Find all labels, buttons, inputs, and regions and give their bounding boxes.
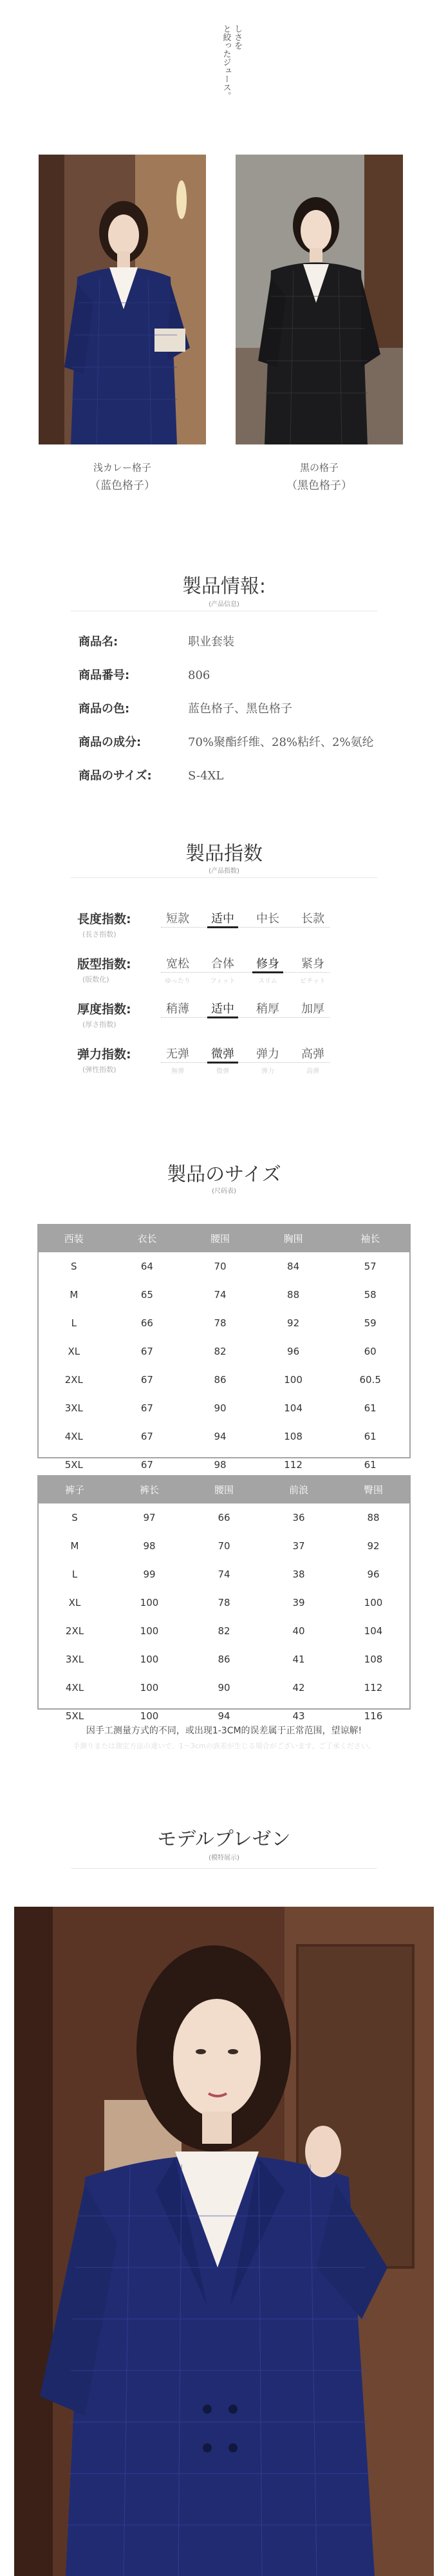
table-cell: S [71, 1512, 78, 1523]
caption-navy-suit [39, 459, 206, 495]
table-header-cell: 衣长 [111, 1224, 184, 1252]
table-header-cell: 西装 [37, 1224, 111, 1252]
info-value: 806 [188, 669, 210, 682]
table-cell: 61 [364, 1402, 377, 1414]
table-cell: 84 [287, 1261, 300, 1272]
info-value: 职业套装 [188, 635, 234, 649]
photo-navy-suit [39, 155, 206, 444]
info-key: 商品の成分: [79, 736, 142, 749]
hero-vertical-text [220, 24, 243, 121]
table-cell: 97 [143, 1512, 156, 1523]
table-header-row [37, 1224, 411, 1252]
table-cell: 100 [140, 1597, 159, 1608]
table-cell: L [71, 1569, 78, 1580]
table-cell: 39 [292, 1597, 305, 1608]
index-selected-marker [252, 971, 283, 973]
table-header-cell: 胸围 [257, 1224, 330, 1252]
table-cell: 82 [214, 1346, 227, 1357]
info-subtitle: (产品信息) [209, 601, 239, 608]
index-subtitle: (产品指数) [209, 868, 239, 875]
hero-vertical-line-1: しさを [232, 24, 243, 50]
size-note-jp: 手測りまたは測定方法の違いで、1～3cmの誤差が生じる場合がございます、ご了承ください。 [73, 1742, 375, 1750]
index-option: 弹力 [256, 1047, 279, 1061]
info-row-number [79, 666, 387, 683]
index-option: 短款 [166, 912, 189, 926]
table-cell: 67 [140, 1374, 153, 1386]
photo-black-suit [236, 155, 403, 444]
index-option: 无弹 [166, 1047, 189, 1061]
table-cell: 74 [214, 1289, 227, 1301]
table-cell: 104 [364, 1625, 383, 1637]
table-cell: XL [68, 1597, 81, 1608]
table-cell: 38 [292, 1569, 305, 1580]
table-cell: 43 [292, 1710, 305, 1722]
info-key: 商品の色: [79, 702, 130, 716]
table-cell: 90 [214, 1402, 227, 1414]
table-cell: 4XL [64, 1431, 83, 1442]
table-header-cell: 腰围 [183, 1224, 257, 1252]
index-row-sublabel: (厚さ指数) [82, 1020, 117, 1029]
caption-black-cn: （黑色格子） [286, 479, 352, 492]
table-cell: 2XL [65, 1625, 84, 1637]
table-cell: 112 [284, 1459, 303, 1471]
table-row [37, 1532, 411, 1560]
table-row [37, 1560, 411, 1589]
jacket-size-table [37, 1224, 411, 1479]
table-cell: 67 [140, 1346, 153, 1357]
index-scale-line [161, 972, 330, 973]
table-cell: L [71, 1317, 77, 1329]
index-option: 修身 [256, 957, 279, 971]
table-cell: 100 [140, 1625, 159, 1637]
table-row [37, 1394, 411, 1422]
index-option-sub: ビチット [300, 978, 326, 985]
table-cell: 5XL [64, 1459, 83, 1471]
info-value: 70%聚酯纤维、28%粘纤、2%氨纶 [188, 736, 374, 749]
table-cell: 70 [214, 1261, 227, 1272]
table-header-row [37, 1475, 411, 1503]
table-cell: 66 [218, 1512, 230, 1523]
table-cell: 61 [364, 1459, 377, 1471]
table-cell: 78 [214, 1317, 227, 1329]
table-cell: M [70, 1540, 79, 1552]
table-cell: 61 [364, 1431, 377, 1442]
table-row [37, 1589, 411, 1617]
info-row-color [79, 700, 387, 716]
table-cell: 67 [140, 1459, 153, 1471]
table-cell: 78 [218, 1597, 230, 1608]
table-row [37, 1252, 411, 1281]
pants-size-table [37, 1475, 411, 1730]
index-option-sub: フィット [210, 978, 236, 985]
size-note: 因手工测量方式的不同，或出现1-3CM的误差属于正常范围，望谅解! [86, 1726, 362, 1736]
index-selected-marker [207, 1062, 238, 1064]
table-cell: 5XL [65, 1710, 84, 1722]
table-cell: 108 [364, 1654, 383, 1665]
table-cell: 99 [143, 1569, 156, 1580]
index-option: 合体 [211, 957, 234, 971]
caption-navy-jp: 浅カレー格子 [93, 462, 151, 473]
table-row [37, 1422, 411, 1451]
table-cell: 65 [140, 1289, 153, 1301]
table-cell: 94 [218, 1710, 230, 1722]
table-header-cell: 裤子 [37, 1475, 112, 1503]
model-title: モデルプレゼン [157, 1828, 291, 1851]
table-cell: 112 [364, 1682, 383, 1693]
table-cell: 2XL [64, 1374, 83, 1386]
index-selected-marker [207, 1016, 238, 1018]
table-cell: 40 [292, 1625, 305, 1637]
index-option-sub: 弾力 [261, 1068, 274, 1075]
table-row [37, 1617, 411, 1645]
table-cell: 4XL [65, 1682, 84, 1693]
table-cell: 74 [218, 1569, 230, 1580]
table-cell: 100 [284, 1374, 303, 1386]
index-option: 紧身 [301, 957, 324, 971]
table-cell: 36 [292, 1512, 305, 1523]
table-cell: 96 [367, 1569, 380, 1580]
info-key: 商品名: [79, 635, 118, 649]
index-scale-line [161, 1062, 330, 1063]
info-value: 蓝色格子、黑色格子 [188, 702, 292, 716]
index-option: 稍薄 [166, 1002, 189, 1016]
table-cell: S [71, 1261, 77, 1272]
table-cell: 116 [364, 1710, 383, 1722]
table-cell: 104 [284, 1402, 303, 1414]
table-header-cell: 袖长 [330, 1224, 411, 1252]
table-cell: 41 [292, 1654, 305, 1665]
table-header-cell: 前浪 [261, 1475, 336, 1503]
table-cell: 37 [292, 1540, 305, 1552]
table-cell: 86 [214, 1374, 227, 1386]
table-cell: 59 [364, 1317, 377, 1329]
index-row-sublabel: (弹性指数) [82, 1065, 117, 1074]
index-option: 稍厚 [256, 1002, 279, 1016]
caption-black-jp: 黒の格子 [299, 462, 339, 473]
index-scale-line [161, 927, 330, 928]
index-row-label: 弹力指数: [77, 1047, 131, 1062]
table-cell: M [70, 1289, 79, 1301]
table-cell: 100 [364, 1597, 383, 1608]
caption-navy-cn: （蓝色格子） [89, 479, 155, 492]
photo-model-large [14, 1907, 434, 2576]
index-option: 加厚 [301, 1002, 324, 1016]
table-cell: 60.5 [359, 1374, 381, 1386]
info-title: 製品情報: [182, 575, 266, 598]
index-row-label: 厚度指数: [77, 1002, 131, 1016]
table-cell: 67 [140, 1431, 153, 1442]
table-cell: 98 [143, 1540, 156, 1552]
table-cell: 60 [364, 1346, 377, 1357]
table-cell: 98 [214, 1459, 227, 1471]
index-row-sublabel: (版数化) [82, 975, 109, 984]
table-cell: 58 [364, 1289, 377, 1301]
table-cell: 100 [140, 1682, 159, 1693]
table-cell: 100 [140, 1710, 159, 1722]
info-row-size [79, 767, 387, 783]
index-option-sub: ゆったり [165, 978, 191, 985]
index-option-sub: 無弾 [171, 1068, 184, 1075]
index-selected-marker [207, 926, 238, 928]
index-option: 适中 [211, 912, 234, 926]
table-cell: 66 [140, 1317, 153, 1329]
info-row-material [79, 733, 387, 750]
hero-vertical-line-2: と絞ったジュース。 [221, 24, 231, 100]
index-divider [71, 877, 377, 878]
table-cell: 57 [364, 1261, 377, 1272]
table-cell: 82 [218, 1625, 230, 1637]
index-option: 微弹 [211, 1047, 234, 1061]
index-option: 中长 [256, 912, 279, 926]
table-row [37, 1645, 411, 1674]
table-cell: 92 [287, 1317, 300, 1329]
table-row [37, 1281, 411, 1309]
index-option: 宽松 [166, 957, 189, 971]
table-cell: 92 [367, 1540, 380, 1552]
table-row [37, 1309, 411, 1337]
info-key: 商品番号: [79, 669, 130, 682]
table-cell: 100 [140, 1654, 159, 1665]
table-cell: 64 [140, 1261, 153, 1272]
index-option-sub: 高弾 [306, 1068, 319, 1075]
size-subtitle: (尺码表) [212, 1188, 236, 1195]
table-header-cell: 裤长 [112, 1475, 187, 1503]
table-cell: 96 [287, 1346, 300, 1357]
table-row [37, 1366, 411, 1394]
model-subtitle: (模特展示) [209, 1855, 239, 1862]
index-row-label: 版型指数: [77, 957, 131, 971]
index-option-sub: 微弾 [216, 1068, 229, 1075]
table-header-cell: 臀围 [336, 1475, 411, 1503]
table-cell: 90 [218, 1682, 230, 1693]
table-cell: 67 [140, 1402, 153, 1414]
index-scale-line [161, 1017, 330, 1018]
table-cell: 108 [284, 1431, 303, 1442]
table-cell: 3XL [64, 1402, 83, 1414]
table-cell: 70 [218, 1540, 230, 1552]
table-cell: 86 [218, 1654, 230, 1665]
info-key: 商品のサイズ: [79, 769, 152, 783]
index-row-label: 長度指数: [77, 912, 131, 926]
info-row-name [79, 633, 387, 649]
table-row [37, 1674, 411, 1702]
model-divider [71, 1868, 377, 1869]
table-row [37, 1337, 411, 1366]
table-cell: 94 [214, 1431, 227, 1442]
table-header-cell: 腰围 [187, 1475, 261, 1503]
table-cell: 88 [287, 1289, 300, 1301]
table-cell: 3XL [65, 1654, 84, 1665]
index-option: 高弹 [301, 1047, 324, 1061]
index-option: 长款 [301, 912, 324, 926]
table-cell: XL [68, 1346, 80, 1357]
table-cell: 88 [367, 1512, 380, 1523]
info-value: S-4XL [188, 769, 224, 783]
index-row-sublabel: (長さ指数) [82, 930, 117, 939]
table-cell: 42 [292, 1682, 305, 1693]
size-title: 製品のサイズ [167, 1163, 281, 1186]
index-option-sub: スリム [258, 978, 277, 985]
caption-black-suit [236, 459, 403, 495]
index-option: 适中 [211, 1002, 234, 1016]
index-title: 製品指数 [185, 843, 263, 865]
table-row [37, 1503, 411, 1532]
